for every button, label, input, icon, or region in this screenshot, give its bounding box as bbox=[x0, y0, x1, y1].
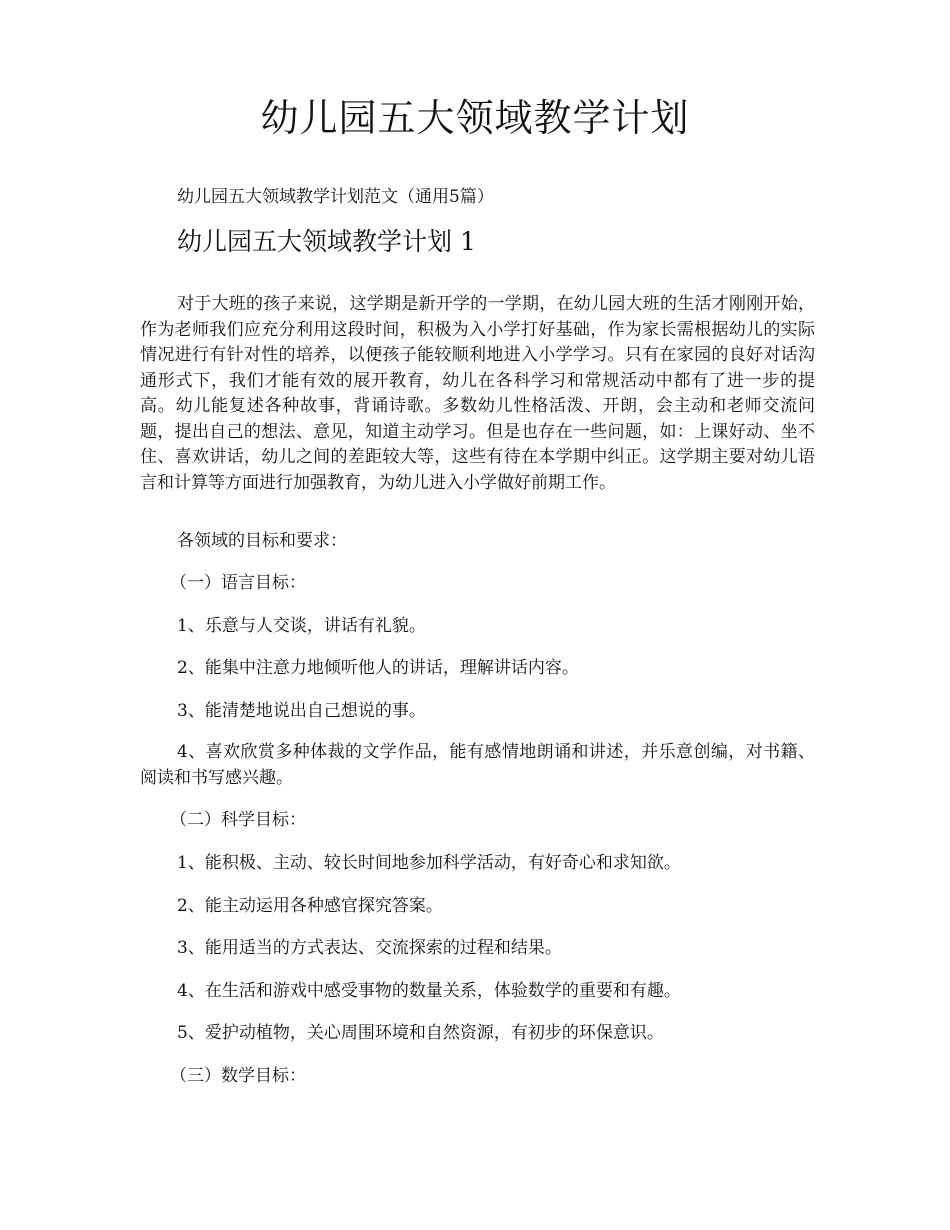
section-heading: 幼儿园五大领域教学计划 1 bbox=[177, 227, 476, 256]
science-goal-item: 2、能主动运用各种感官探究答案。 bbox=[177, 896, 443, 916]
language-goal-item: 2、能集中注意力地倾听他人的讲话，理解讲话内容。 bbox=[177, 658, 579, 678]
science-goals-heading: （二）科学目标： bbox=[170, 810, 306, 830]
language-goals-heading: （一）语言目标： bbox=[170, 573, 306, 593]
science-goal-item: 4、在生活和游戏中感受事物的数量关系，体验数学的重要和有趣。 bbox=[177, 981, 681, 1001]
document-title: 幼儿园五大领域教学计划 bbox=[260, 96, 690, 140]
language-goal-item: 3、能清楚地说出自己想说的事。 bbox=[177, 701, 426, 721]
science-goal-item: 3、能用适当的方式表达、交流探索的过程和结果。 bbox=[177, 938, 562, 958]
intro-paragraph: 对于大班的孩子来说，这学期是新开学的一学期，在幼儿园大班的生活才刚刚开始，作为老师我们应充分利用这段时间，积极为入小学打好基础，作为家长需根据幼儿的实际情况进行有针对性的培养，以便孩子能较顺利地进入小学学习。只有在家园的良好对话沟通形式下，我们才能有效的展开教育，幼儿在各科学习和常规活动中都有了进一步的提高。幼儿能复述各种故事，背诵诗歌。多数幼儿性格活泼、开朗，会主动和老师交流问题，提出自己的想法、意见，知道主动学习。但是也存在一些问题，如：上课好动、坐不住、喜欢讲话，幼儿之间的差距较大等，这些有待在本学期中纠正。这学期主要对幼儿语言和计算等方面进行加强教育，为幼儿进入小学做好前期工作。 bbox=[140, 294, 815, 493]
goals-intro: 各领域的目标和要求： bbox=[177, 531, 347, 551]
science-goal-item: 5、爱护动植物，关心周围环境和自然资源，有初步的环保意识。 bbox=[177, 1023, 664, 1043]
document-subtitle: 幼儿园五大领域教学计划范文（通用5篇） bbox=[177, 187, 494, 207]
science-goal-item: 1、能积极、主动、较长时间地参加科学活动，有好奇心和求知欲。 bbox=[177, 853, 681, 873]
math-goals-heading: （三）数学目标： bbox=[170, 1066, 306, 1086]
language-goal-item: 4、喜欢欣赏多种体裁的文学作品，能有感情地朗诵和讲述，并乐意创编，对书籍、阅读和书写感兴趣。 bbox=[140, 742, 815, 788]
language-goal-item: 1、乐意与人交谈，讲话有礼貌。 bbox=[177, 616, 426, 636]
